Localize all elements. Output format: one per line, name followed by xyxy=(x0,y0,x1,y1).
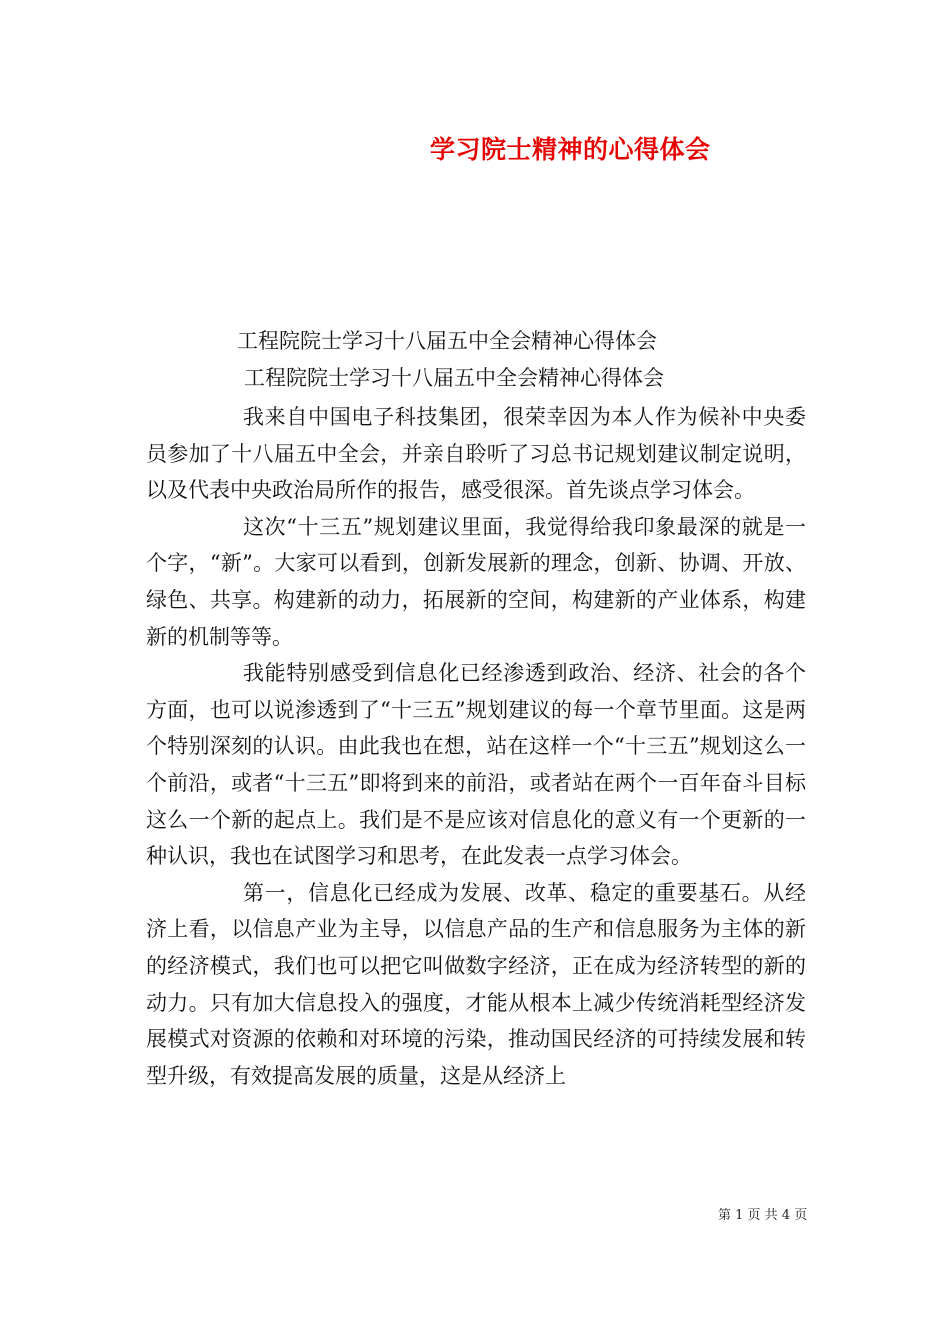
paragraph-4: 第一，信息化已经成为发展、改革、稳定的重要基石。从经济上看，以信息产业为主导，以信息产品的生产和信息服务为主体的新的经济模式，我们也可以把它叫做数字经济，正在成为经济转型的新的动力。只有加大信息投入的强度，才能从根本上减少传统消耗型经济发展模式对资源的依赖和对环境的污染，推动国民经济的可持续发展和转型升级，有效提高发展的质量，这是从经济上 xyxy=(146,880,806,1088)
page-number-footer: 第 1 页 共 4 页 xyxy=(718,1208,808,1223)
subtitle-line-1: 工程院院士学习十八届五中全会精神心得体会 xyxy=(237,329,657,353)
paragraph-1: 我来自中国电子科技集团，很荣幸因为本人作为候补中央委员参加了十八届五中全会，并亲自聆听了习总书记规划建议制定说明，以及代表中央政治局所作的报告，感受很深。首先谈点学习体会。 xyxy=(146,405,806,503)
document-title: 学习院士精神的心得体会 xyxy=(430,135,711,164)
subtitle-line-2: 工程院院士学习十八届五中全会精神心得体会 xyxy=(244,366,664,390)
document-body xyxy=(146,399,806,1094)
paragraph-3: 我能特别感受到信息化已经渗透到政治、经济、社会的各个方面，也可以说渗透到了“十三五”规划建议的每一个章节里面。这是两个特别深刻的认识。由此我也在想，站在这样一个“十三五”规划这么一个前沿，或者“十三五”即将到来的前沿，或者站在两个一百年奋斗目标这么一个新的起点上。我们是不是应该对信息化的意义有一个更新的一种认识，我也在试图学习和思考，在此发表一点学习体会。 xyxy=(146,661,806,869)
paragraph-2: 这次“十三五”规划建议里面，我觉得给我印象最深的就是一个字，“新”。大家可以看到，创新发展新的理念，创新、协调、开放、绿色、共享。构建新的动力，拓展新的空间，构建新的产业体系，构建新的机制等等。 xyxy=(146,514,806,649)
